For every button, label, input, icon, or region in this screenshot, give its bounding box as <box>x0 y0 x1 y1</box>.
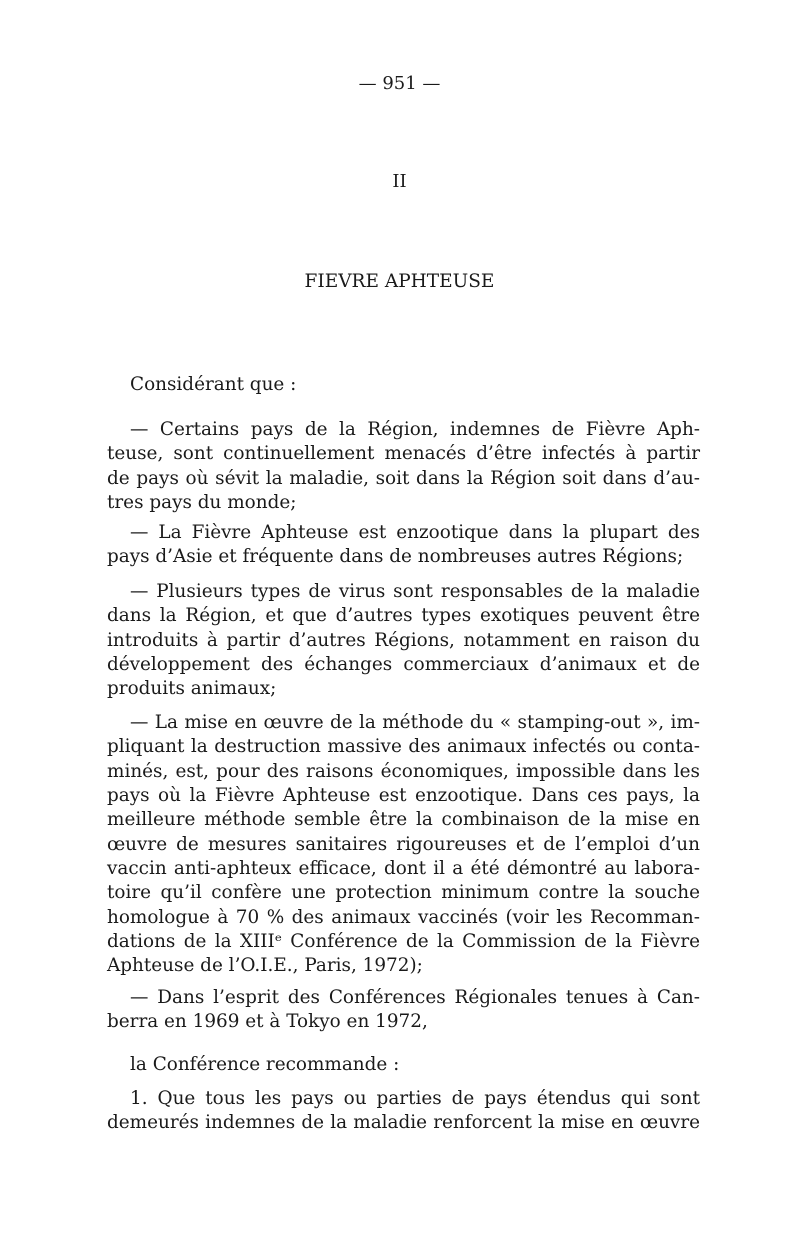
paragraph-1 <box>107 418 700 515</box>
text-line: teuse, sont continuellement menacés d’être infectés à partir <box>107 443 700 465</box>
text-line: développement des échanges commerciaux d’animaux et de <box>107 654 700 676</box>
text-line: toire qu’il confère une protection minimum contre la souche <box>107 882 700 904</box>
section-title: FIEVRE APHTEUSE <box>304 271 495 292</box>
paragraph-5 <box>107 986 700 1035</box>
text-line: de pays où sévit la maladie, soit dans la Région soit dans d’au- <box>107 467 700 489</box>
recommend-line: la Conférence recommande : <box>130 1054 400 1075</box>
text-line: 1. Que tous les pays ou parties de pays étendus qui sont <box>130 1088 700 1109</box>
text-line: — Certains pays de la Région, indemnes de Fièvre Aph- <box>130 419 700 440</box>
text-line: — La mise en œuvre de la méthode du « stamping-out », im- <box>130 712 700 733</box>
section-number: II <box>392 171 407 192</box>
page-number: — 951 — <box>358 73 441 94</box>
text-line: œuvre de mesures sanitaires rigoureuses et de l’emploi d’un <box>107 833 700 855</box>
text-line: dations de la XIIIᵉ Conférence de la Commission de la Fièvre <box>107 931 700 953</box>
text-line: dans la Région, et que d’autres types exotiques peuvent être <box>107 605 700 627</box>
recommend-text <box>107 1053 700 1077</box>
text-line: pays où la Fièvre Aphteuse est enzootique. Dans ces pays, la <box>107 785 700 807</box>
paragraph-3 <box>107 580 700 702</box>
intro-line: Considérant que : <box>130 374 297 395</box>
intro-text <box>107 373 700 397</box>
text-line: berra en 1969 et à Tokyo en 1972, <box>107 1011 428 1033</box>
text-line: homologue à 70 % des animaux vaccinés (voir les Recomman- <box>107 906 700 928</box>
text-line: introduits à partir d’autres Régions, notamment en raison du <box>107 629 700 651</box>
recommendation-item-1 <box>107 1087 700 1136</box>
paragraph-4 <box>107 711 700 979</box>
text-line: — Dans l’esprit des Conférences Régionales tenues à Can- <box>130 987 700 1008</box>
text-line: — Plusieurs types de virus sont responsables de la maladie <box>130 581 700 602</box>
text-line: pliquant la destruction massive des animaux infectés ou conta- <box>107 736 700 758</box>
text-line: — La Fièvre Aphteuse est enzootique dans la plupart des <box>130 522 700 543</box>
text-line: meilleure méthode semble être la combinaison de la mise en <box>107 809 700 831</box>
text-line: demeurés indemnes de la maladie renforcent la mise en œuvre <box>107 1112 700 1134</box>
text-line: pays d’Asie et fréquente dans de nombreuses autres Régions; <box>107 546 684 568</box>
paragraph-2 <box>107 521 700 570</box>
text-line: vaccin anti-aphteux efficace, dont il a été démontré au labora- <box>107 858 700 880</box>
text-line: produits animaux; <box>107 678 277 700</box>
text-line: Aphteuse de l’O.I.E., Paris, 1972); <box>107 955 423 977</box>
text-line: minés, est, pour des raisons économiques, impossible dans les <box>107 760 700 782</box>
text-line: tres pays du monde; <box>107 492 297 514</box>
